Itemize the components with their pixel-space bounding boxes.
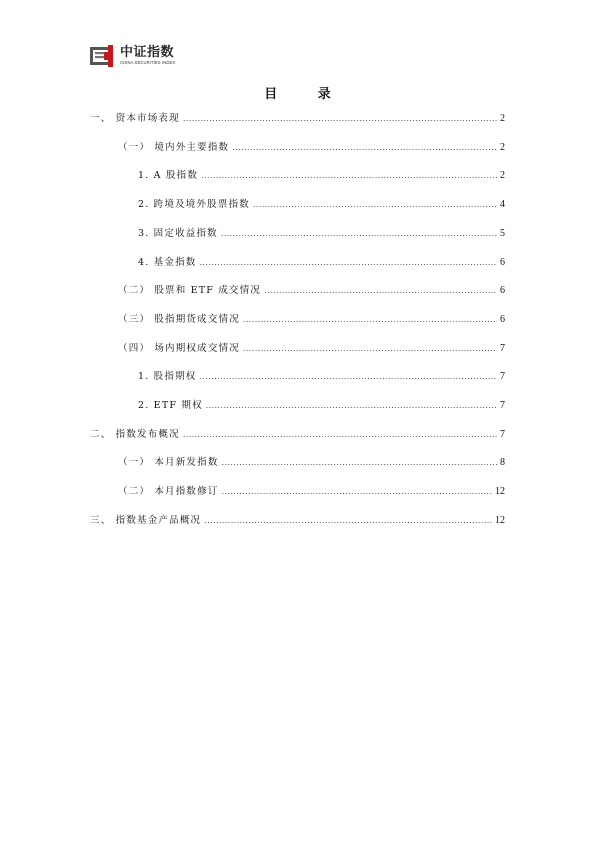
- toc-entry-page-number: 6: [500, 313, 505, 325]
- toc-leader-dots: [232, 141, 497, 155]
- logo-chinese-name: 中证指数: [120, 45, 175, 60]
- toc-title: 目 录: [264, 87, 349, 102]
- toc-leader-dots: [264, 284, 497, 298]
- toc-entry[interactable]: [118, 284, 505, 298]
- toc-entry[interactable]: [118, 313, 505, 327]
- toc-entry-page-number: 2: [500, 141, 505, 153]
- toc-entry-page-number: 7: [500, 400, 505, 411]
- china-securities-index-logo-icon: [89, 44, 115, 68]
- toc-entry[interactable]: [90, 514, 505, 528]
- toc-entry-label: （一） 境内外主要指数: [118, 141, 230, 153]
- toc-leader-dots: [201, 169, 497, 183]
- toc-entry-label: （四） 场内期权成交情况: [118, 342, 240, 354]
- toc-leader-dots: [253, 198, 497, 212]
- toc-entry[interactable]: [90, 428, 505, 442]
- toc-entry[interactable]: [138, 370, 505, 384]
- toc-entry-label: 2. ETF 期权: [138, 400, 203, 411]
- toc-leader-dots: [183, 428, 497, 442]
- toc-entry[interactable]: [138, 256, 505, 270]
- toc-entry[interactable]: [138, 169, 505, 183]
- toc-entry[interactable]: [138, 399, 505, 413]
- toc-entry-page-number: 7: [500, 371, 505, 383]
- toc-entry[interactable]: [90, 112, 505, 126]
- toc-entry-page-number: 5: [500, 227, 505, 239]
- toc-entry[interactable]: [118, 342, 505, 356]
- toc-entry-label: （二） 本月指数修订: [118, 486, 219, 498]
- toc-entry[interactable]: [118, 485, 505, 499]
- toc-leader-dots: [243, 342, 497, 356]
- toc-entry-label: 2. 跨境及境外股票指数: [138, 199, 250, 211]
- toc-entry-page-number: 6: [500, 256, 505, 268]
- toc-leader-dots: [183, 112, 497, 126]
- toc-leader-dots: [222, 485, 492, 499]
- toc-leader-dots: [222, 456, 497, 470]
- toc-entry-label: 一、 资本市场表现: [90, 113, 180, 124]
- toc-entry-page-number: 2: [500, 170, 505, 182]
- toc-entry-label: （一） 本月新发指数: [118, 457, 219, 469]
- toc-leader-dots: [199, 256, 497, 270]
- toc-entry-label: 4. 基金指数: [138, 256, 197, 268]
- toc-entry-page-number: 2: [500, 113, 505, 124]
- toc-entry-label: （三） 股指期货成交情况: [118, 313, 240, 325]
- toc-entry-page-number: 8: [500, 457, 505, 469]
- toc-entry-page-number: 12: [495, 514, 505, 526]
- toc-entry-page-number: 4: [500, 199, 505, 211]
- toc-entry-label: 1. A 股指数: [138, 170, 199, 182]
- toc-leader-dots: [199, 370, 497, 384]
- toc-entry-label: 三、 指数基金产品概况: [90, 514, 202, 526]
- toc-leader-dots: [204, 514, 492, 528]
- toc-entry[interactable]: [138, 198, 505, 212]
- toc-entry[interactable]: [118, 141, 505, 155]
- toc-entry-label: 3. 固定收益指数: [138, 227, 218, 239]
- toc-entry[interactable]: [118, 456, 505, 470]
- toc-entry-page-number: 12: [495, 486, 505, 498]
- toc-leader-dots: [243, 313, 497, 327]
- toc-leader-dots: [206, 399, 497, 413]
- toc-entry-label: 1. 股指期权: [138, 371, 197, 383]
- toc-entry-label: 二、 指数发布概况: [90, 428, 180, 440]
- toc-entry[interactable]: [138, 227, 505, 241]
- toc-entry-page-number: 7: [500, 342, 505, 354]
- toc-entry-page-number: 6: [500, 285, 505, 297]
- logo-english-name: CHINA SECURITIES INDEX: [120, 60, 176, 65]
- toc-leader-dots: [221, 227, 497, 241]
- company-logo: [89, 44, 175, 68]
- toc-entry-label: （二） 股票和 ETF 成交情况: [118, 285, 262, 297]
- toc-entry-page-number: 7: [500, 428, 505, 440]
